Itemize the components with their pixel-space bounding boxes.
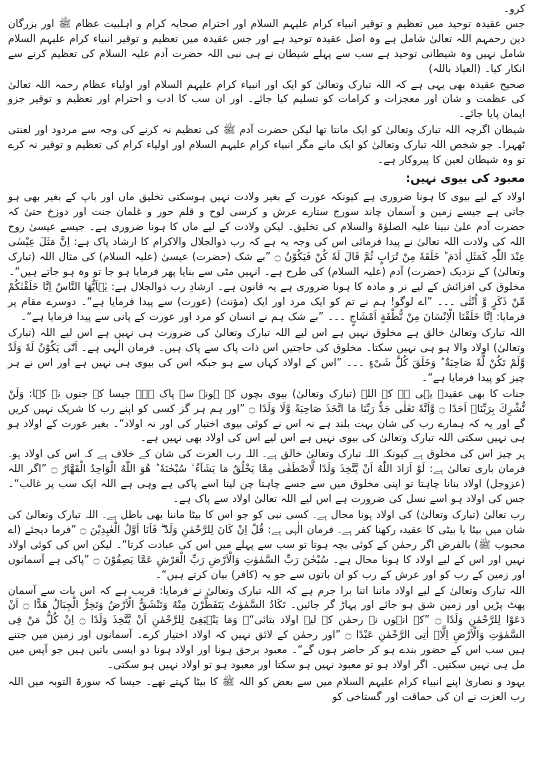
paragraph-tawheed: جس عقیدہ توحید میں تعظیم و توقیر انبیاء کرام علیہم السلام اور احترام صحابہ کرام و اہلبیت عظام ﷺ اور بزرگان دین رحمہم اللہ تعالیٰ شامل ہے وہ اصل عقیدہ توحید ہے اور جس عقیدہ میں تعظیم و توقیر انبیاء کرام علیہم السلام شامل نہیں وہ شیطانی توحید ہے سب سے پہلے شیطان نے ہی نبی اللہ حضرت آدم علیہ السلام کی تعظیم کرنے سے انکار کیا۔ (العیاذ باللہ) xyxy=(8,17,525,75)
section-heading: معبود کی بیوی نہیں: xyxy=(405,170,525,185)
paragraph-makhlooq: مخلوق کی افزائش کے لیے نر و مادہ کا ہونا ضروری ہے یہ قانون ہے۔ ارشادِ رب ذوالجلال ہے: یٰۤاَیُّهَا النَّاسُ اِنَّا خَلَقْنٰكُمْ مِّنْ ذَكَرٍ وَّ اُنْثٰى ۔۔۔ ”اے لوگو! ہم نے تم کو ایک مرد اور ایک (مؤنث) (عورت) سے پیدا فرمایا ہے“۔ دوسرے مقام پر فرمایا: اِنَّا خَلَقْنَا الْاِنْسَانَ مِنْ نُّطْفَةٍ اَمْشَاجٍ ۔۔۔ ”بے شک ہم نے انسان کو مرد اور عورت کے پانی سے پیدا فرمایا ہے“۔ xyxy=(8,281,525,324)
paragraph-aulad: اولاد کے لیے بیوی کا ہونا ضروری ہے کیونکہ عورت کے بغیر ولادت نہیں ہوسکتی تخلیق ماں اور باپ کے بغیر بھی ہو جاتی ہے جیسے زمین و آسمان چاند سورج ستارے عرش و کرسی لوح و قلم حور و غلمان جنت اور دوزخ حتیٰ کہ حضرت آدم علیٰ نبینا علیہ الصلوٰۃ والسلام کی تخلیق۔ لیکن ولادت کے لیے ماں کا ہونا ضروری ہے۔ جیسے عیسیٰ روح اللہ کی ولادت اللہ تعالیٰ نے پیدا فرمائی اس کی وجہ یہ ہے کہ رب ذوالجلال والاکرام کا ارشاد پاک ہے: اِنَّ مَثَلَ عِیْسٰی عِنْدَ اللّٰہِ كَمَثَلِ اٰدَمَ ؕ خَلَقَهٗ مِنْ تُرَابٍ ثُمَّ قَالَ لَهٗ كُنْ فَيَكُوْنُ ۝ ”بے شک (حضرت) عیسیٰ (علیہ السلام) کی مثال اللہ (تبارک وتعالیٰ) کے نزدیک (حضرت) آدم (علیہ السلام) کی طرح ہے۔ انہیں مٹی سے بنایا پھر فرمایا ہو جا تو وہ ہو جاتے ہیں“۔ xyxy=(8,190,525,278)
paragraph-shaitan: شیطان اگرچہ اللہ تبارک وتعالیٰ کو ایک مانتا تھا لیکن حضرت آدم ﷺ کی تعظیم نہ کرنے کی وجہ سے مردود اور لعنتی ٹھہرا۔ جو شخص اللہ تبارک وتعالیٰ کو ایک مانے مگر انبیاء کرام علیہم السلام اور اولیاء کرام کی تعظیم و توقیر نہ کرے تو وہ شیطان لعین کا پیروکار ہے۔ xyxy=(8,124,525,167)
top-continuation: کرو۔ xyxy=(503,3,525,15)
paragraph-rab-aulad: رب تعالیٰ (تبارک وتعالیٰ) کی اولاد ہونا محال ہے۔ کسی نبی کو جو اس کا بیٹا ماننا بھی باطل ہے۔ اللہ تبارک وتعالیٰ کی شان میں بیٹا یا بیٹی کا عقیدہ رکھنا کفر ہے۔ فرمان الٰہی ہے: قُلْ اِنْ كَانَ لِلرَّحْمٰنِ وَلَدٌ ۖۗ فَاَنَا اَوَّلُ الْعٰبِدِيْنَ ۝ ”فرما دیجئے (اے محبوب ﷺ) بالفرض اگر رحمٰن کے کوئی بچہ ہوتا تو سب سے پہلے میں اس کی عبادت کرتا“۔ لیکن اس کی کوئی اولاد نہیں اور اس کے لیے اولاد کا ہونا محال ہے۔ سُبْحٰنَ رَبِّ السَّمٰوٰتِ وَالْاَرْضِ رَبِّ الْعَرْشِ عَمَّا يَصِفُوْنَ ۝ ”پاکی ہے آسمانوں اور زمین کے رب کو اور عرش کے رب کو ان باتوں سے جو یہ (کافر) بیان کرتے ہیں“۔ xyxy=(8,509,525,581)
paragraph-jinnat: جنات کا بھی عقیدہ یہی ہے کہ اللہ (تبارک وتعالیٰ) بیوی بچوں کے ہونے سے پاک ہے۔ جیسا کہ جنوں نے کہا: وَلَنْ نُّشْرِكَ بِرَبِّنَاۤ اَحَدًا ۝ وَّاَنَّهٗ تَعٰلٰى جَدُّ رَبِّنَا مَا اتَّخَذَ صَاحِبَةً وَّلَا وَلَدًا ۝ ”اور ہم ہر گز کسی کو اپنے رب کا شریک نہیں کریں گے اور یہ کہ ہمارے رب کی شان بہت بلند ہے نہ اس نے کوئی بیوی اختیار کی اور نہ اولاد“۔ بغیر عورت کے اولاد ہو ہی نہیں سکتی اللہ تبارک وتعالیٰ کی بیوی نہیں ہے اس لیے اس کی اولاد بھی نہیں ہے۔ xyxy=(8,387,525,445)
paragraph-sahih-aqeedah: صحیح عقیدہ بھی یہی ہے کہ اللہ تبارک وتعالیٰ کو ایک اور انبیاء کرام علیہم السلام اور اولیاء عظام رحمہ اللہ تعالیٰ کی عظمت و شان اور معجزات و کرامات کو تسلیم کیا جائے۔ اور ان سب کا ادب و احترام اور تعظیم و توقیر جزو ایمان پایا جائے۔ xyxy=(8,78,525,121)
paragraph-jurm: اللہ تبارک وتعالیٰ کے لیے اولاد ماننا اتنا برا جرم ہے کہ اللہ تبارک وتعالیٰ نے فرمایا: قریب ہے کہ اس بات سے آسمان پھٹ پڑیں اور زمین شق ہو جائے اور پہاڑ گر جائیں۔ تَكَادُ السَّمٰوٰتُ يَتَفَطَّرْنَ مِنْهُ وَتَنْشَقُّ الْاَرْضُ وَتَخِرُّ الْجِبَالُ هَدًّا ۝ اَنْ دَعَوْا لِلرَّحْمٰنِ وَلَدًا ۝ ”کہ انہوں نے رحمٰن کے لیے اولاد بتائی“۔ وَمَا يَنْۢبَغِیْ لِلرَّحْمٰنِ اَنْ يَّتَّخِذَ وَلَدًا ۝ اِنْ كُلُّ مَنْ فِی السَّمٰوٰتِ وَالْاَرْضِ اِلَّاۤ اٰتِی الرَّحْمٰنِ عَبْدًا ۝ ”اور رحمٰن کے لائق نہیں کہ اولاد اختیار کرے۔ آسمانوں اور زمین میں جتنے ہیں سب اس کے حضور بندے ہو کر حاضر ہوں گے“۔ معبود برحق ہونا اور اولاد ہونا دو ایسی باتیں ہیں جو آپس میں مل ہی نہیں سکتیں۔ اگر اولاد ہو تو معبود نہیں ہو سکتا اور معبود ہو تو اولاد نہیں ہو سکتی۔ xyxy=(8,584,525,672)
paragraph-har-cheez: ہر چیز اس کی مخلوق ہے کیونکہ اللہ تبارک وتعالیٰ خالق ہے۔ اللہ رب العزت کی شان کے خلاف ہے کہ اس کی اولاد ہو۔ فرمان باری تعالیٰ ہے: لَوْ اَرَادَ اللّٰهُ اَنْ يَّتَّخِذَ وَلَدًا لَّاصْطَفٰى مِمَّا يَخْلُقُ مَا يَشَآءُ ۙ سُبْحٰنَهٗ ؕ هُوَ اللّٰهُ الْوَاحِدُ الْقَهَّارُ ۝ ”اگر اللہ (عزوجل) اولاد بنانا چاہتا تو اپنی مخلوق میں سے جسے چاہتا چن لیتا اسے پاکی ہے وہی ہے اللہ ایک سب پر غالب“۔ جس کی اولاد ہو اسے نسل کی ضرورت ہے اس لیے اللہ تعالیٰ اولاد سے پاک ہے۔ xyxy=(8,448,526,506)
paragraph-yahood: یہود و نصاریٰ اپنے انبیاء کرام علیہم السلام میں سے بعض کو اللہ ﷺ کا بیٹا کہتے تھے۔ جیسا کہ سورۃ التوبہ میں اللہ رب العزت نے ان کی حماقت اور گستاخی کو xyxy=(8,675,525,703)
paragraph-khaliq: اللہ تبارک وتعالیٰ خالق ہے مخلوق نہیں ہے اس لیے اللہ تبارک وتعالیٰ کی ضرورت ہی نہیں ہے اس لیے اللہ (تبارک وتعالیٰ) اولاد والا ہو ہی نہیں سکتا۔ مخلوق کی حاجتیں اس ذات پاک سے پاک ہیں۔ فرمان الٰہی ہے۔ اَنّٰى يَكُوْنُ لَهٗ وَلَدٌ وَّلَمْ تَكُنْ لَّهٗ صَاحِبَةٌ ؕ وَخَلَقَ كُلَّ شَیْءٍ ۔۔۔ ”اس کے اولاد کہاں سے ہو جبکہ اس کی بیوی ہی نہیں ہے اور اس نے ہر چیز کو پیدا فرمایا ہے“۔ xyxy=(8,327,525,384)
